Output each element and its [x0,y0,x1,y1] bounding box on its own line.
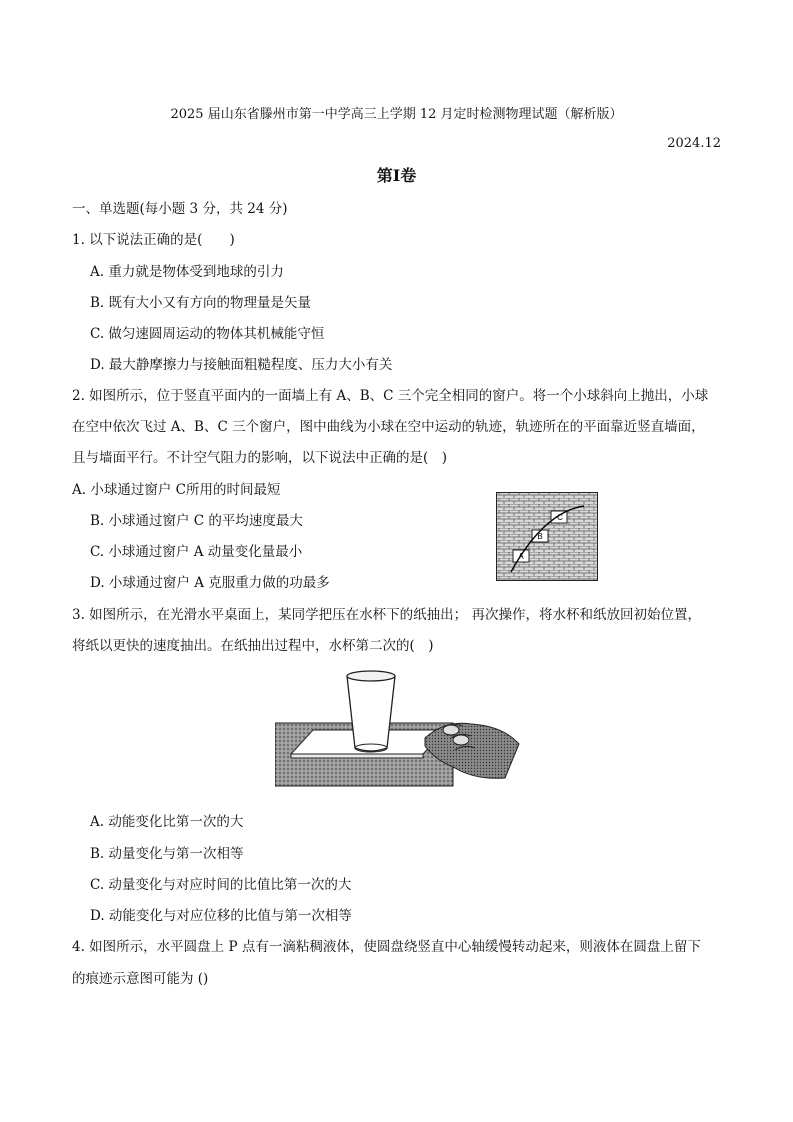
question-3-option-b: B. 动量变化与第一次相等 [90,846,244,862]
question-1-option-c: C. 做匀速圆周运动的物体其机械能守恒 [90,326,325,342]
window-c-label: C [557,513,563,522]
question-2-stem-line-3: 且与墙面平行。不计空气阻力的影响，以下说法中正确的是( ) [72,450,448,466]
question-1-stem: 1. 以下说法正确的是( ) [72,232,235,248]
doc-title: 2025 届山东省滕州市第一中学高三上学期 12 月定时检测物理试题（解析版） [170,107,623,122]
question-3-option-d: D. 动能变化与对应位移的比值与第一次相等 [90,908,352,924]
section-heading: 第Ⅰ卷 [376,166,417,185]
question-2-stem-line-2: 在空中依次飞过 A、B、C 三个窗户，图中曲线为小球在空中运动的轨迹，轨迹所在的平面靠近竖直墙面， [72,419,705,435]
question-1-option-d: D. 最大静摩擦力与接触面粗糙程度、压力大小有关 [90,357,393,373]
window-b-label: B [537,532,543,541]
question-3-stem-line-2: 将纸以更快的速度抽出。在纸抽出过程中，水杯第二次的( ) [72,638,434,654]
question-3-option-c: C. 动量变化与对应时间的比值比第一次的大 [90,877,352,893]
question-2-stem-line-1: 2. 如图所示，位于竖直平面内的一面墙上有 A、B、C 三个完全相同的窗户。将一个小球斜向上抛出，小球 [72,388,709,404]
question-3-option-a: A. 动能变化比第一次的大 [90,814,244,830]
cup-paper-figure [275,668,521,790]
question-2-option-b: B. 小球通过窗户 C 的平均速度最大 [90,513,303,529]
wall-windows-figure [496,492,598,581]
question-2-option-d: D. 小球通过窗户 A 克服重力做的功最多 [90,575,330,591]
doc-date: 2024.12 [667,136,721,151]
question-3-stem-line-1: 3. 如图所示，在光滑水平桌面上，某同学把压在水杯下的纸抽出； 再次操作，将水杯和纸放回初始位置， [72,607,701,623]
question-1-option-a: A. 重力就是物体受到地球的引力 [90,264,284,280]
part-heading: 一、单选题(每小题 3 分，共 24 分) [72,201,288,217]
question-2-option-a: A. 小球通过窗户 C所用的时间最短 [72,482,281,498]
question-1-option-b: B. 既有大小又有方向的物理量是矢量 [90,295,312,311]
question-2-option-c: C. 小球通过窗户 A 动量变化量最小 [90,544,303,560]
question-4-stem-line-1: 4. 如图所示，水平圆盘上 P 点有一滴粘稠液体，使圆盘绕竖直中心轴缓慢转动起来，则液体在圆盘上留下 [72,939,701,955]
window-a-label: A [518,552,524,561]
question-4-stem-line-2: 的痕迹示意图可能为 () [72,971,209,987]
